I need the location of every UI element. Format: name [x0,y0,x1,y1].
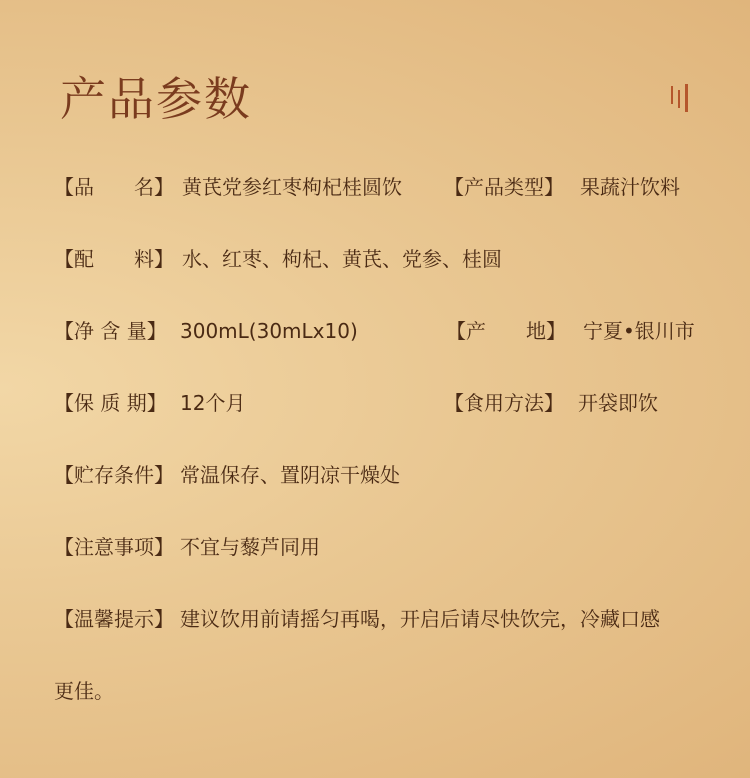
tips-label: 【温馨提示】 [54,607,174,631]
name-label: 【品 名】 [54,175,174,199]
usage-value: 开袋即饮 [578,391,658,415]
origin-value: 宁夏•银川市 [583,319,695,343]
net-label: 【净 含 量】 [54,319,167,343]
net-value: 300mL(30mLx10) [180,319,358,343]
type-label: 【产品类型】 [444,175,564,199]
storage-label: 【贮存条件】 [54,463,174,487]
tips-value-line1: 建议饮用前请摇匀再喝，开启后请尽快饮完，冷藏口感 [180,607,660,631]
ingredients-value: 水、红枣、枸杞、黄芪、党参、桂圆 [182,247,502,271]
name-value: 黄芪党参红枣枸杞桂圆饮 [182,175,402,199]
shelf-label: 【保 质 期】 [54,391,167,415]
origin-label: 【产 地】 [446,319,566,343]
caution-label: 【注意事项】 [54,535,174,559]
decorative-lines-icon [669,84,691,114]
caution-value: 不宜与藜芦同用 [180,535,320,559]
tips-value-line2: 更佳。 [54,679,114,703]
type-value: 果蔬汁饮料 [580,175,680,199]
ingredients-label: 【配 料】 [54,247,174,271]
storage-value: 常温保存、置阴凉干燥处 [180,463,400,487]
usage-label: 【食用方法】 [444,391,564,415]
page-title: 产品参数 [60,72,252,126]
shelf-value: 12个月 [180,391,246,415]
